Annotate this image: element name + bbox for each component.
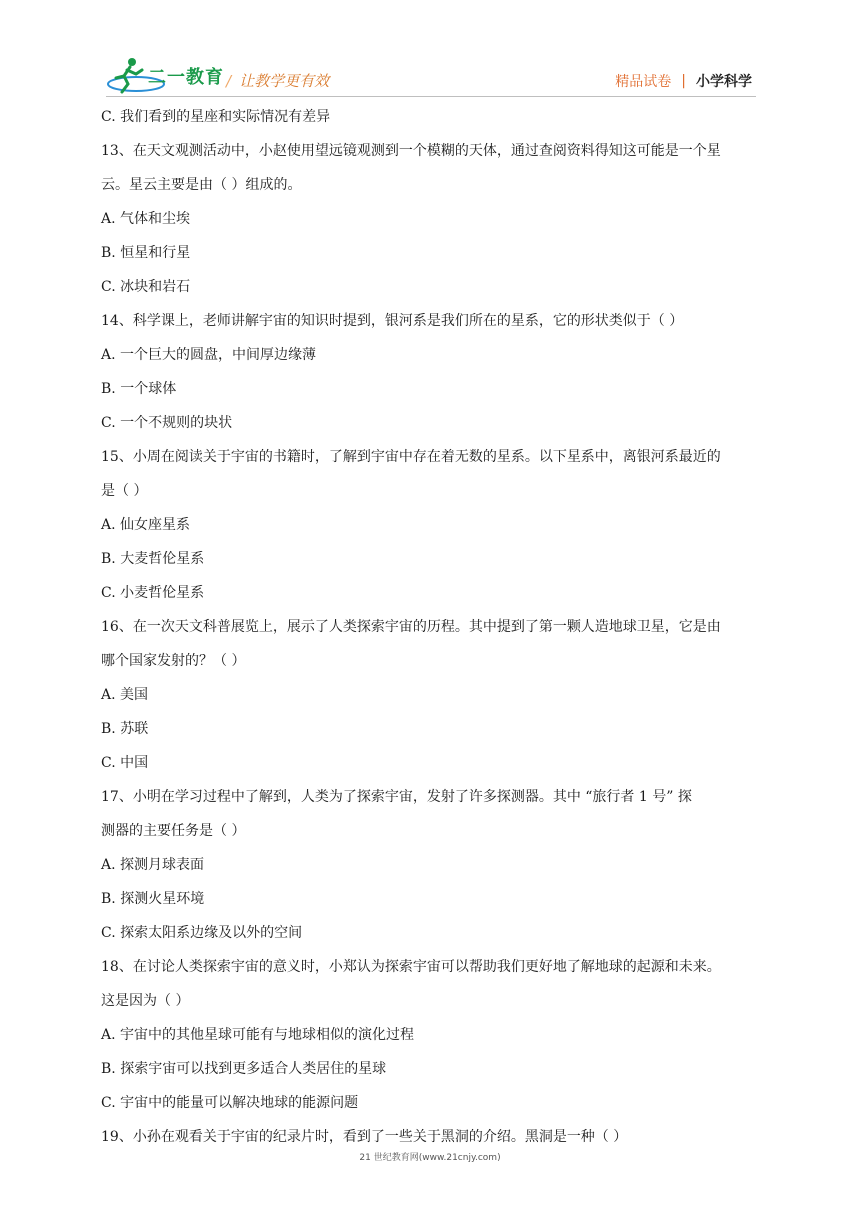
option-b: B. 探测火星环境	[101, 891, 205, 907]
text-line: 这是因为（ ）	[101, 993, 190, 1009]
option-c: C. 宇宙中的能量可以解决地球的能源问题	[101, 1095, 359, 1111]
question-16: 16、在一次天文科普展览上，展示了人类探索宇宙的历程。其中提到了第一颗人造地球卫星，它是由	[101, 619, 721, 635]
option-b: B. 苏联	[101, 721, 149, 737]
option-c: C. 小麦哲伦星系	[101, 585, 205, 601]
option-c: C. 探索太阳系边缘及以外的空间	[101, 925, 303, 941]
question-19: 19、小孙在观看关于宇宙的纪录片时，看到了一些关于黑洞的介绍。黑洞是一种（ ）	[101, 1129, 628, 1145]
slogan	[226, 70, 329, 91]
question-content	[101, 100, 761, 1154]
tag-separator: |	[681, 73, 686, 89]
header-tags	[615, 71, 752, 91]
subject-tag: 小学科学	[696, 74, 752, 90]
page-footer: 21 世纪教育网(www.21cnjy.com)	[359, 1153, 501, 1163]
option-a: A. 探测月球表面	[101, 857, 205, 873]
option-c: C. 冰块和岩石	[101, 279, 191, 295]
slogan-text: 让教学更有效	[239, 72, 330, 90]
option-a: A. 气体和尘埃	[101, 211, 191, 227]
page-header	[0, 0, 860, 100]
logo-text: 二一教育	[148, 67, 224, 88]
option-c: C. 中国	[101, 755, 149, 771]
question-18: 18、在讨论人类探索宇宙的意义时，小郑认为探索宇宙可以帮助我们更好地了解地球的起源和未来。	[101, 959, 721, 975]
text-line: C. 我们看到的星座和实际情况有差异	[101, 109, 331, 125]
option-b: B. 恒星和行星	[101, 245, 191, 261]
question-17: 17、小明在学习过程中了解到，人类为了探索宇宙，发射了许多探测器。其中 “旅行者 1 号” 探	[101, 789, 692, 805]
option-b: B. 探索宇宙可以找到更多适合人类居住的星球	[101, 1061, 387, 1077]
text-line: 是（ ）	[101, 483, 148, 499]
question-14: 14、科学课上，老师讲解宇宙的知识时提到，银河系是我们所在的星系，它的形状类似于（ ）	[101, 313, 684, 329]
text-line: 云。星云主要是由（ ）组成的。	[101, 177, 302, 193]
text-line: 哪个国家发射的？（ ）	[101, 653, 246, 669]
option-a: A. 宇宙中的其他星球可能有与地球相似的演化过程	[101, 1027, 415, 1043]
option-b: B. 一个球体	[101, 381, 177, 397]
option-c: C. 一个不规则的块状	[101, 415, 233, 431]
option-a: A. 一个巨大的圆盘，中间厚边缘薄	[101, 347, 317, 363]
quality-tag: 精品试卷	[615, 74, 672, 90]
slash-divider-icon: /	[226, 72, 232, 90]
header-divider	[106, 96, 756, 97]
text-line: 测器的主要任务是（ ）	[101, 823, 246, 839]
question-15: 15、小周在阅读关于宇宙的书籍时，了解到宇宙中存在着无数的星系。以下星系中，离银河系最近的	[101, 449, 721, 465]
question-13: 13、在天文观测活动中，小赵使用望远镜观测到一个模糊的天体，通过查阅资料得知这可能是一个星	[101, 143, 721, 159]
option-b: B. 大麦哲伦星系	[101, 551, 205, 567]
option-a: A. 美国	[101, 687, 149, 703]
option-a: A. 仙女座星系	[101, 517, 191, 533]
